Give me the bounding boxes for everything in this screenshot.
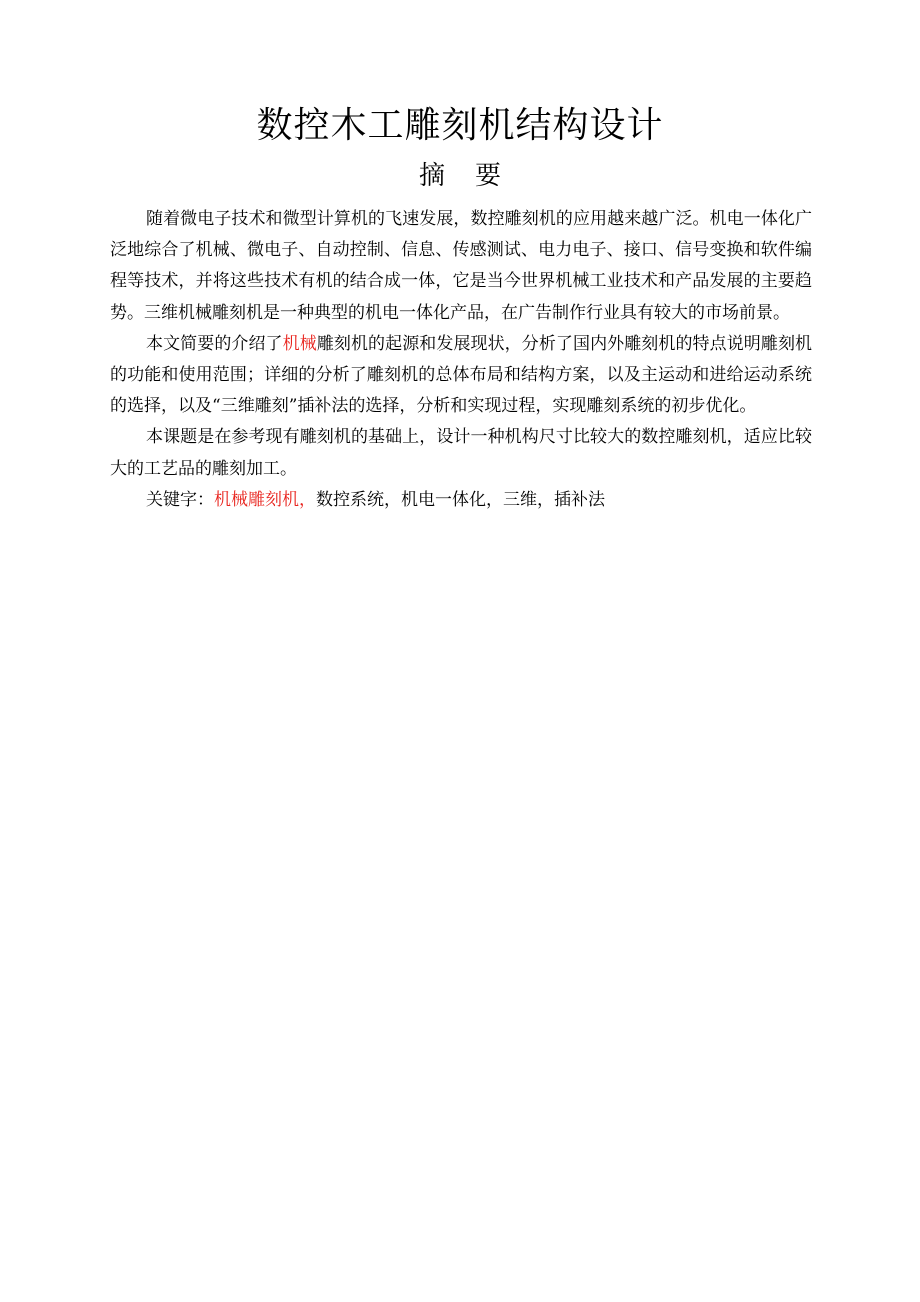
paragraph-2-before: 本文简要的介绍了 xyxy=(146,333,283,354)
abstract-paragraph-1: 随着微电子技术和微型计算机的飞速发展，数控雕刻机的应用越来越广泛。机电一体化广泛地综合了机械、微电子、自动控制、信息、传感测试、电力电子、接口、信号变换和软件编程等技术，并将这些技术有机的结合成一体，它是当今世界机械工业技术和产品发展的主要趋势。三维机械雕刻机是一种典型的机电一体化产品，在广告制作行业具有较大的市场前景。 xyxy=(110,209,812,323)
keywords-highlight: 机械雕刻机， xyxy=(214,489,316,510)
abstract-heading-part1: 摘 xyxy=(418,161,445,191)
abstract-heading-part2: 要 xyxy=(475,161,502,191)
abstract-heading xyxy=(0,156,920,196)
paragraph-2-after: 雕刻机的起源和发展现状，分析了国内外雕刻机的特点说明雕刻机的功能和使用范围；详细的分析了雕刻机的总体布局和结构方案，以及主运动和进给运动系统的选择，以及“三维雕刻”插补法的选择，分析和实现过程，实现雕刻系统的初步优化。 xyxy=(110,333,813,417)
keywords-label: 关键字： xyxy=(146,489,214,510)
document-title: 数控木工雕刻机结构设计 xyxy=(256,105,664,146)
paragraph-2-highlight: 机械 xyxy=(282,333,317,354)
keywords-rest: 数控系统，机电一体化，三维，插补法 xyxy=(316,489,605,510)
abstract-paragraph-3: 本课题是在参考现有雕刻机的基础上，设计一种机构尺寸比较大的数控雕刻机，适应比较大的工艺品的雕刻加工。 xyxy=(110,427,812,479)
keywords-line xyxy=(110,485,812,516)
abstract-paragraph-2 xyxy=(110,329,812,423)
abstract-body xyxy=(110,204,812,516)
